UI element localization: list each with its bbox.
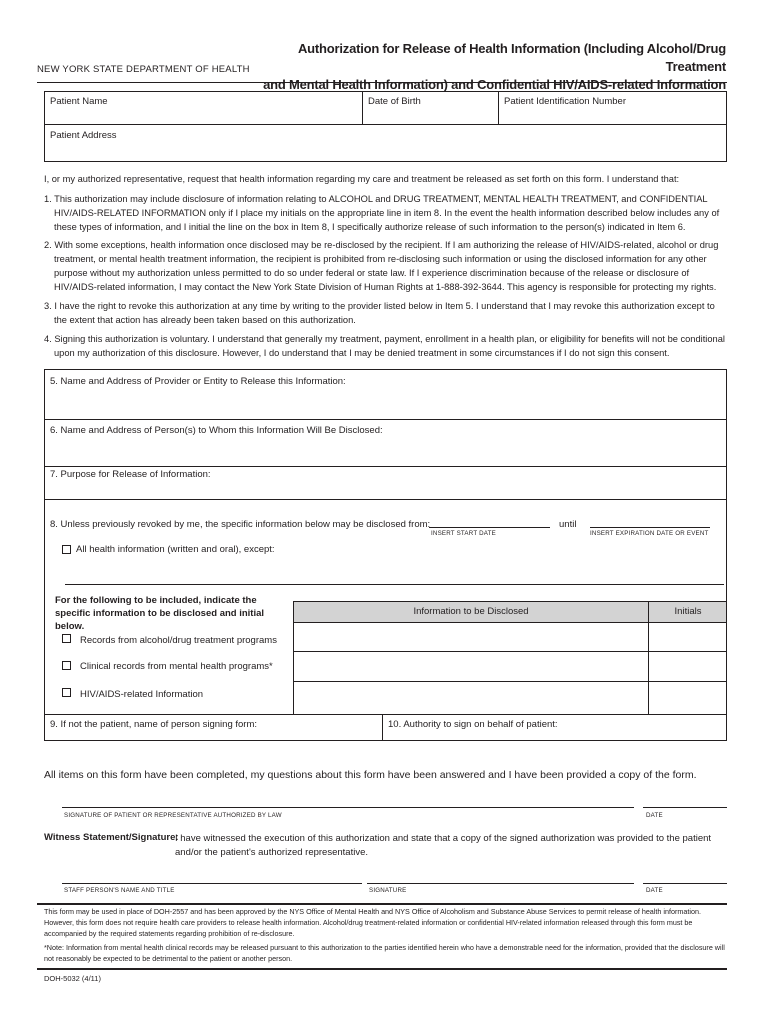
patient-signature-line[interactable] [62, 807, 634, 808]
item-8-label: 8. Unless previously revoked by me, the specific information below may be disclosed from: [50, 519, 431, 530]
alcohol-drug-checkbox[interactable] [62, 634, 71, 643]
patient-info-box [44, 91, 727, 162]
item-6-field[interactable] [45, 420, 726, 467]
item-4-text: 4. Signing this authorization is voluntary. I understand that generally my treatment, payment, enrollment in a health plan, or eligibility for benefits will not be conditional upon my authorization of this disclosure. However, I do understand that I may be denied treatment in some circumstances if I do not sign this consent. [44, 334, 725, 358]
hiv-aids-label: HIV/AIDS-related Information [80, 689, 204, 700]
initials-field-row-1[interactable] [650, 624, 726, 650]
form-title-line-2: and Mental Health Information) and Confidential HIV/AIDS-related Information [263, 77, 726, 92]
patient-name-field[interactable] [45, 92, 363, 125]
mental-health-checkbox[interactable] [62, 661, 71, 670]
until-label: until [559, 519, 577, 530]
hiv-aids-checkbox[interactable] [62, 688, 71, 697]
item-8-section [45, 500, 726, 591]
start-date-caption: INSERT START DATE [431, 530, 496, 537]
disclosure-table-body [293, 623, 726, 714]
item-6-label: 6. Name and Address of Person(s) to Whom this Information Will Be Disclosed: [50, 425, 383, 436]
footer-rule-top [37, 903, 727, 905]
footer-rule-bottom [37, 968, 727, 970]
disclosure-table-header [293, 601, 726, 623]
patient-id-label: Patient Identification Number [504, 96, 626, 107]
item-7-label: 7. Purpose for Release of Information: [50, 469, 211, 480]
include-instructions: For the following to be included, indicate the specific information to be disclosed and initial below. [55, 595, 265, 632]
item-1-text: 1. This authorization may include disclosure of information relating to ALCOHOL and DRUG TREATMENT, MENTAL HEALTH TREATMENT, and CONFIDENTIAL HIV/AIDS-RELATED INFORMATION only if I place my initials on the appropriate line in item 8. In the event the health information described below includes any of these types of information, and I initial the line on the box in Item 8, I specifically authorize release of such information to the person(s) indicated in Item 6. [44, 194, 720, 232]
all-info-label: All health information (written and oral), except: [76, 544, 275, 555]
initials-field-row-2[interactable] [650, 653, 726, 680]
patient-name-label: Patient Name [50, 96, 108, 107]
initials-column-header: Initials [674, 606, 702, 617]
alcohol-drug-label: Records from alcohol/drug treatment programs [80, 635, 277, 646]
item-2-text: 2. With some exceptions, health information once disclosed may be re-disclosed by the recipient. If I am authorizing the release of HIV/AIDS-related, alcohol or drug treatment, or mental health treatment information, the recipient is prohibited from re-disclosing such information or using the disclosed information for any other purpose without my authorization unless permitted to do so under federal or state law. If I experience discrimination because of the release or disclosure of HIV/AIDS-related information, I may contact the New York State Division of Human Rights at 1-888-392-3644. This agency is responsible for protecting my rights. [44, 240, 719, 292]
completion-statement: All items on this form have been completed, my questions about this form have been answered and I have been provided a copy of the form. [44, 769, 697, 781]
form-number: DOH-5032 (4/11) [44, 974, 101, 983]
date-of-birth-field[interactable] [363, 92, 499, 125]
item-10-label: 10. Authority to sign on behalf of patient: [388, 719, 558, 730]
item-9-label: 9. If not the patient, name of person signing form: [50, 719, 258, 730]
item-9-field[interactable] [45, 715, 383, 740]
witness-statement [175, 832, 735, 860]
patient-date-caption: DATE [646, 812, 663, 819]
form-title [246, 40, 726, 94]
start-date-line[interactable] [429, 527, 550, 528]
patient-date-line[interactable] [643, 807, 727, 808]
row-divider-2 [294, 681, 726, 682]
exceptions-line[interactable] [65, 584, 724, 585]
staff-date-caption: DATE [646, 887, 663, 894]
patient-address-field[interactable] [45, 125, 726, 161]
mental-health-label: Clinical records from mental health programs* [80, 661, 273, 672]
patient-address-label: Patient Address [50, 130, 117, 141]
witness-label: Witness Statement/Signature: [44, 832, 179, 843]
staff-name-line[interactable] [62, 883, 362, 884]
item-5-field[interactable] [45, 370, 726, 420]
staff-name-caption: STAFF PERSON'S NAME AND TITLE [64, 887, 175, 894]
authorization-form-box [44, 369, 727, 741]
witness-statement-line-2: and/or the patient's authorized representative. [175, 847, 368, 858]
header-rule [37, 82, 727, 83]
info-field-row-2[interactable] [295, 653, 647, 680]
patient-signature-caption: SIGNATURE OF PATIENT OR REPRESENTATIVE AUTHORIZED BY LAW [64, 812, 282, 819]
row-divider-1 [294, 651, 726, 652]
staff-signature-caption: SIGNATURE [369, 887, 407, 894]
footer-paragraph-1: This form may be used in place of DOH-2557 and has been approved by the NYS Office of Mental Health and NYS Office of Alcoholism and Substance Abuse Services to permit release of health information. However, this form does not require health care providers to release health information. Alcohol/drug treatment-related information or confidential HIV-related information released through this form must be accompanied by the required statements regarding prohibition of re-disclosure. [44, 907, 701, 938]
witness-statement-line-1: I have witnessed the execution of this authorization and state that a copy of the signed authorization was provided to the patient [175, 833, 712, 844]
info-field-row-3[interactable] [295, 683, 647, 712]
staff-date-line[interactable] [643, 883, 727, 884]
expiration-date-caption: INSERT EXPIRATION DATE OR EVENT [590, 530, 709, 537]
staff-signature-line[interactable] [367, 883, 634, 884]
item-5-label: 5. Name and Address of Provider or Entity to Release this Information: [50, 376, 346, 387]
item-7-field[interactable] [45, 467, 726, 500]
footer-paragraph-2: *Note: Information from mental health clinical records may be released pursuant to this authorization to the parties identified herein who have a demonstrable need for the information, provided that the disclosure will not reasonably be expected to be detrimental to the patient or another person. [44, 943, 725, 963]
patient-id-field[interactable] [499, 92, 726, 125]
info-column-header: Information to be Disclosed [294, 602, 649, 622]
agency-name: NEW YORK STATE DEPARTMENT OF HEALTH [37, 64, 250, 75]
info-field-row-1[interactable] [295, 624, 647, 650]
date-of-birth-label: Date of Birth [368, 96, 421, 107]
all-info-checkbox[interactable] [62, 545, 71, 554]
initials-field-row-3[interactable] [650, 683, 726, 712]
item-3-text: 3. I have the right to revoke this authorization at any time by writing to the provider listed below in Item 5. I understand that I may revoke this authorization except to the extent that action has already been taken based on this authorization. [44, 301, 715, 325]
item-10-field[interactable] [383, 715, 726, 740]
initials-column-divider [648, 623, 649, 714]
expiration-date-line[interactable] [590, 527, 710, 528]
items-9-10-row [45, 714, 726, 740]
intro-statement: I, or my authorized representative, request that health information regarding my care and treatment be released as set forth on this form. I understand that: [44, 174, 680, 184]
form-title-line-1: Authorization for Release of Health Information (Including Alcohol/Drug Treatment [297, 41, 726, 74]
